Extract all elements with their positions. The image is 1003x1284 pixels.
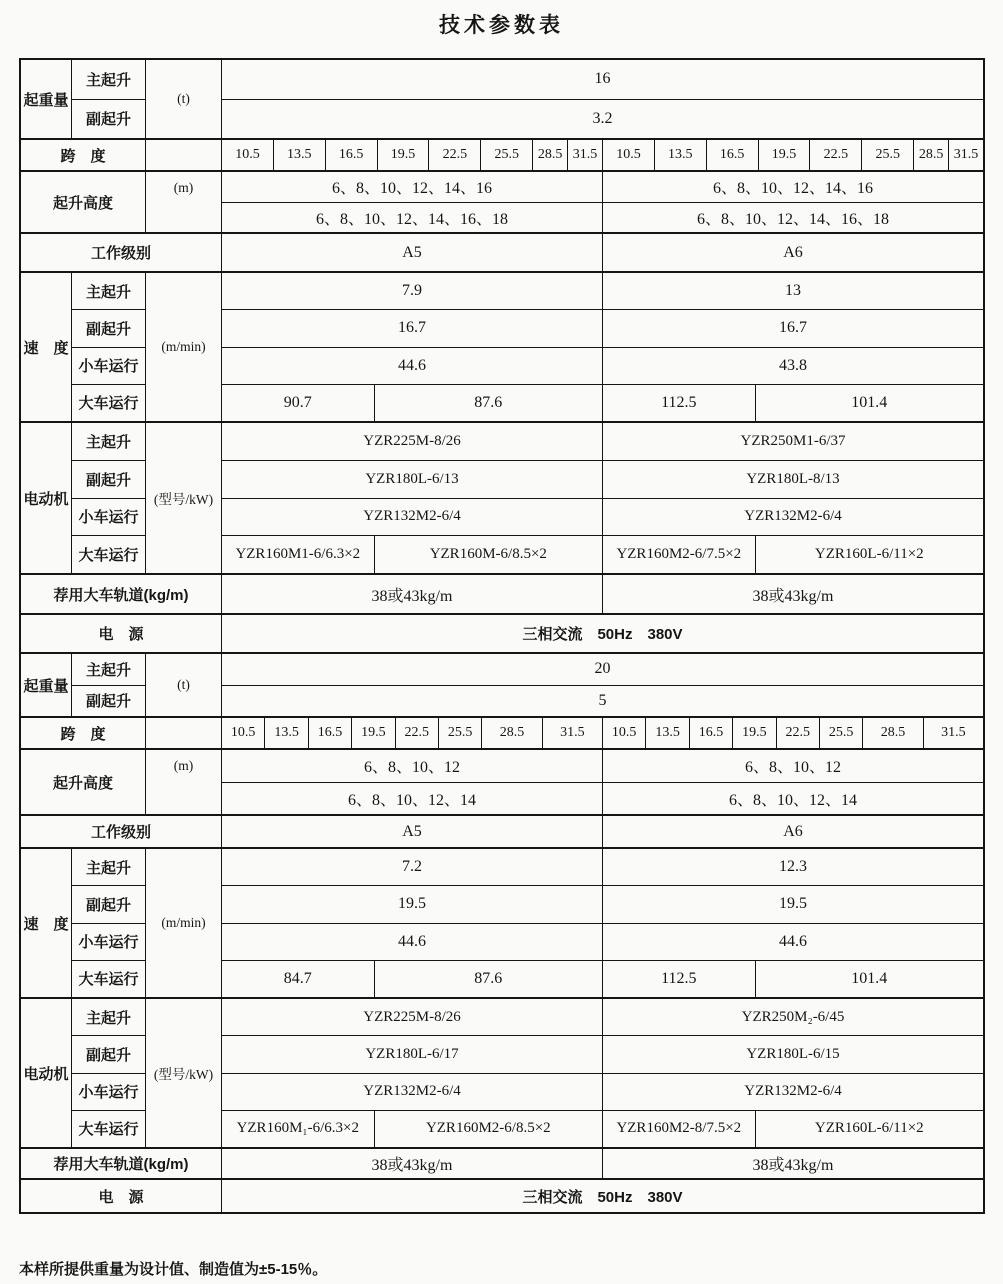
main-hoist-label: 主起升 bbox=[85, 433, 131, 451]
rail-section-2 bbox=[21, 1147, 983, 1178]
capacity-values bbox=[221, 60, 983, 138]
duty-label: 工作级别 bbox=[90, 824, 151, 841]
speed-main-right: 13 bbox=[602, 273, 983, 309]
capacity-section-1 bbox=[21, 60, 983, 138]
span-value: 25.5 bbox=[861, 140, 913, 170]
footer-note: 本样所提供重量为设计值、制造值为±5-15％。 bbox=[19, 1261, 328, 1278]
rail-values bbox=[221, 1149, 983, 1178]
rail-right: 38或43kg/m bbox=[602, 1149, 983, 1178]
span-value: 22.5 bbox=[395, 718, 438, 748]
speed-aux-left: 19.5 bbox=[398, 895, 426, 913]
motor-sublabels bbox=[71, 999, 145, 1147]
crane-label: 大车运行 bbox=[78, 1121, 139, 1139]
lift-height-1-right: 6、8、10、12、14、16 bbox=[602, 172, 983, 202]
trolley-label: 小车运行 bbox=[78, 934, 139, 952]
motor-trolley-left: YZR132M2-6/4 bbox=[363, 1083, 461, 1100]
duty-left: A5 bbox=[402, 243, 422, 261]
motor-crane-value: YZR160M2-6/8.5×2 bbox=[374, 1111, 602, 1147]
span-value: 13.5 bbox=[273, 140, 325, 170]
span-value: 25.5 bbox=[438, 718, 481, 748]
unit-m-min: (m/min) bbox=[145, 273, 221, 421]
motor-trolley-right: YZR132M2-6/4 bbox=[602, 1074, 983, 1110]
rail-values bbox=[221, 575, 983, 613]
motor-crane-value: YZR160M1-6/6.3×2 bbox=[235, 546, 361, 563]
lift-height-2-right: 6、8、10、12、14 bbox=[602, 783, 983, 815]
motor-values bbox=[221, 423, 983, 573]
capacity-main-value: 16 bbox=[594, 70, 611, 88]
duty-left: A5 bbox=[402, 822, 422, 840]
span-section-1 bbox=[21, 138, 983, 170]
motor-trolley-left: YZR132M2-6/4 bbox=[363, 508, 461, 525]
speed-crane-value: 112.5 bbox=[661, 969, 697, 987]
motor-aux-right: YZR180L-6/15 bbox=[602, 1036, 983, 1072]
speed-main-left: 7.2 bbox=[402, 858, 422, 876]
capacity-sublabels bbox=[71, 60, 145, 138]
rail-label: 荐用大车轨道(kg/m) bbox=[53, 1156, 189, 1173]
power-label: 电 源 bbox=[98, 626, 144, 643]
span-value: 31.5 bbox=[948, 140, 983, 170]
capacity-aux-value: 3.2 bbox=[592, 109, 613, 127]
speed-main-right: 12.3 bbox=[602, 849, 983, 885]
capacity-values bbox=[221, 654, 983, 716]
trolley-label: 小车运行 bbox=[78, 1084, 139, 1102]
span-value: 13.5 bbox=[654, 140, 706, 170]
rail-left: 38或43kg/m bbox=[371, 1157, 453, 1174]
lift-height-values bbox=[221, 750, 983, 814]
span-values bbox=[221, 140, 983, 170]
span-value: 10.5 bbox=[230, 725, 256, 740]
motor-main-left: YZR225M-8/26 bbox=[363, 432, 461, 449]
span-value: 10.5 bbox=[611, 725, 637, 740]
duty-values bbox=[221, 816, 983, 847]
speed-sublabels bbox=[71, 849, 145, 997]
capacity-sublabels bbox=[71, 654, 145, 716]
capacity-label: 起重量 bbox=[23, 91, 69, 109]
aux-hoist-label: 副起升 bbox=[85, 1046, 131, 1064]
spec-table bbox=[19, 58, 985, 1214]
speed-crane-value: 101.4 bbox=[755, 961, 983, 997]
speed-crane-value: 84.7 bbox=[283, 969, 312, 987]
span-value: 13.5 bbox=[264, 718, 307, 748]
span-label: 跨 度 bbox=[60, 147, 106, 165]
span-value: 28.5 bbox=[481, 718, 541, 748]
aux-hoist-label: 副起升 bbox=[85, 471, 131, 489]
motor-crane-value: YZR160L-6/11×2 bbox=[755, 1111, 983, 1147]
rail-right: 38或43kg/m bbox=[602, 575, 983, 613]
motor-section-2 bbox=[21, 997, 983, 1147]
unit-m: (m) bbox=[145, 172, 221, 232]
speed-values bbox=[221, 273, 983, 421]
span-value: 28.5 bbox=[913, 140, 948, 170]
motor-main-left: YZR225M-8/26 bbox=[363, 1008, 461, 1025]
span-value: 19.5 bbox=[758, 140, 810, 170]
span-label: 跨 度 bbox=[60, 725, 106, 743]
speed-crane-value: 87.6 bbox=[374, 385, 602, 421]
span-value: 25.5 bbox=[480, 140, 532, 170]
speed-values bbox=[221, 849, 983, 997]
unit-t: (t) bbox=[145, 654, 221, 716]
aux-hoist-label: 副起升 bbox=[85, 320, 131, 338]
span-value: 10.5 bbox=[235, 147, 260, 162]
span-value: 19.5 bbox=[351, 718, 394, 748]
motor-crane-value: YZR160M₁-6/6.3×2 bbox=[236, 1120, 360, 1137]
span-values bbox=[221, 718, 983, 748]
duty-label: 工作级别 bbox=[90, 245, 151, 262]
speed-trolley-left: 44.6 bbox=[398, 932, 426, 950]
unit-m-min: (m/min) bbox=[145, 849, 221, 997]
speed-label: 速 度 bbox=[23, 915, 69, 933]
lift-height-2-left: 6、8、10、12、14 bbox=[347, 791, 476, 809]
capacity-aux-value: 5 bbox=[598, 691, 607, 709]
motor-crane-value: YZR160M2-6/7.5×2 bbox=[616, 546, 742, 563]
speed-sublabels bbox=[71, 273, 145, 421]
power-value-wrap bbox=[221, 615, 983, 652]
lift-height-2-left: 6、8、10、12、14、16、18 bbox=[315, 210, 508, 228]
span-value: 28.5 bbox=[532, 140, 567, 170]
speed-crane-value: 112.5 bbox=[661, 393, 697, 411]
crane-label: 大车运行 bbox=[78, 395, 139, 413]
power-section-2 bbox=[21, 1178, 983, 1212]
span-section-2 bbox=[21, 716, 983, 748]
motor-label: 电动机 bbox=[23, 1065, 69, 1083]
aux-hoist-label: 副起升 bbox=[85, 693, 131, 711]
span-value: 10.5 bbox=[616, 147, 641, 162]
motor-aux-left: YZR180L-6/17 bbox=[365, 1045, 459, 1062]
span-value: 16.5 bbox=[689, 718, 732, 748]
crane-label: 大车运行 bbox=[78, 971, 139, 989]
motor-crane-value: YZR160M-6/8.5×2 bbox=[374, 536, 602, 573]
speed-crane-value: 101.4 bbox=[755, 385, 983, 421]
aux-hoist-label: 副起升 bbox=[85, 111, 131, 129]
aux-hoist-label: 副起升 bbox=[85, 896, 131, 914]
lift-height-1-left: 6、8、10、12 bbox=[363, 759, 460, 777]
main-hoist-label: 主起升 bbox=[85, 1009, 131, 1027]
motor-aux-left: YZR180L-6/13 bbox=[365, 470, 459, 487]
duty-section-2 bbox=[21, 814, 983, 847]
unit-t: (t) bbox=[145, 60, 221, 138]
duty-right: A6 bbox=[602, 234, 983, 271]
speed-section-2 bbox=[21, 847, 983, 997]
trolley-label: 小车运行 bbox=[78, 358, 139, 376]
motor-main-right: YZR250M1-6/37 bbox=[602, 423, 983, 460]
unit-model-kw: (型号/kW) bbox=[145, 423, 221, 573]
lift-height-label: 起升高度 bbox=[52, 774, 113, 792]
speed-aux-right: 19.5 bbox=[602, 886, 983, 922]
span-unit-empty bbox=[145, 140, 221, 170]
main-hoist-label: 主起升 bbox=[85, 71, 131, 89]
span-value: 13.5 bbox=[645, 718, 688, 748]
power-value: 三相交流 50Hz 380V bbox=[522, 626, 683, 643]
lift-height-section-2 bbox=[21, 748, 983, 814]
span-unit-empty bbox=[145, 718, 221, 748]
span-value: 16.5 bbox=[706, 140, 758, 170]
page-title: 技术参数表 bbox=[439, 14, 564, 37]
span-value: 19.5 bbox=[732, 718, 775, 748]
span-value: 22.5 bbox=[776, 718, 819, 748]
lift-height-1-left: 6、8、10、12、14、16 bbox=[331, 180, 492, 198]
duty-section-1 bbox=[21, 232, 983, 271]
span-value: 31.5 bbox=[542, 718, 602, 748]
span-value: 25.5 bbox=[819, 718, 862, 748]
span-value: 16.5 bbox=[308, 718, 351, 748]
rail-section-1 bbox=[21, 573, 983, 613]
rail-left: 38或43kg/m bbox=[371, 587, 453, 605]
motor-section-1 bbox=[21, 421, 983, 573]
main-hoist-label: 主起升 bbox=[85, 283, 131, 301]
motor-values bbox=[221, 999, 983, 1147]
lift-height-values bbox=[221, 172, 983, 232]
power-value-wrap bbox=[221, 1180, 983, 1212]
span-value: 16.5 bbox=[325, 140, 377, 170]
trolley-label: 小车运行 bbox=[78, 509, 139, 527]
motor-crane-value: YZR160L-6/11×2 bbox=[755, 536, 983, 573]
power-label: 电 源 bbox=[98, 1188, 144, 1206]
speed-main-left: 7.9 bbox=[402, 282, 422, 300]
speed-aux-right: 16.7 bbox=[602, 310, 983, 346]
lift-height-section-1 bbox=[21, 170, 983, 232]
power-section-1 bbox=[21, 613, 983, 652]
lift-height-2-right: 6、8、10、12、14、16、18 bbox=[602, 203, 983, 233]
main-hoist-label: 主起升 bbox=[85, 859, 131, 877]
speed-section-1 bbox=[21, 271, 983, 421]
unit-model-kw: (型号/kW) bbox=[145, 999, 221, 1147]
speed-crane-value: 87.6 bbox=[374, 961, 602, 997]
speed-trolley-right: 43.8 bbox=[602, 348, 983, 384]
capacity-label: 起重量 bbox=[23, 677, 69, 695]
lift-height-1-right: 6、8、10、12 bbox=[602, 750, 983, 782]
crane-label: 大车运行 bbox=[78, 547, 139, 565]
span-value: 22.5 bbox=[428, 140, 480, 170]
speed-label: 速 度 bbox=[23, 339, 69, 357]
unit-m: (m) bbox=[145, 750, 221, 814]
duty-right: A6 bbox=[602, 816, 983, 847]
power-value: 三相交流 50Hz 380V bbox=[522, 1188, 683, 1206]
span-value: 19.5 bbox=[377, 140, 429, 170]
speed-trolley-left: 44.6 bbox=[398, 356, 426, 374]
motor-crane-value: YZR160M2-8/7.5×2 bbox=[616, 1120, 742, 1137]
lift-height-label: 起升高度 bbox=[52, 194, 113, 212]
capacity-main-value: 20 bbox=[594, 660, 611, 678]
span-value: 28.5 bbox=[862, 718, 922, 748]
span-value: 31.5 bbox=[923, 718, 983, 748]
motor-trolley-right: YZR132M2-6/4 bbox=[602, 499, 983, 536]
speed-trolley-right: 44.6 bbox=[602, 924, 983, 960]
main-hoist-label: 主起升 bbox=[85, 661, 131, 679]
motor-aux-right: YZR180L-8/13 bbox=[602, 461, 983, 498]
span-value: 31.5 bbox=[567, 140, 602, 170]
span-value: 22.5 bbox=[809, 140, 861, 170]
capacity-section-2 bbox=[21, 652, 983, 716]
speed-crane-value: 90.7 bbox=[283, 393, 312, 411]
motor-main-right: YZR250M₂-6/45 bbox=[602, 999, 983, 1035]
speed-aux-left: 16.7 bbox=[398, 319, 426, 337]
motor-label: 电动机 bbox=[23, 490, 69, 508]
rail-label: 荐用大车轨道(kg/m) bbox=[53, 586, 189, 604]
duty-values bbox=[221, 234, 983, 271]
motor-sublabels bbox=[71, 423, 145, 573]
